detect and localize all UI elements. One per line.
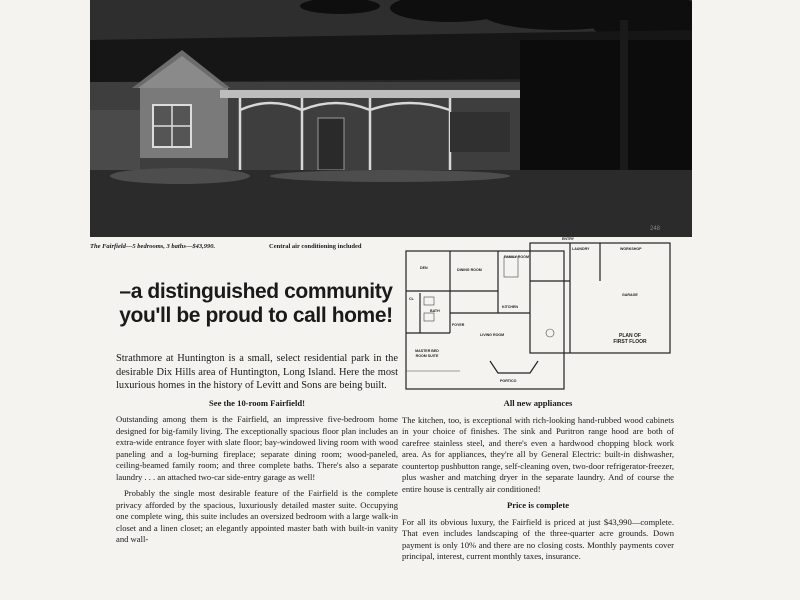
- room-entry: ENTRY: [562, 237, 575, 241]
- floor-plan-title-line-2: FIRST FLOOR: [613, 339, 647, 345]
- floor-plan-drawing: [400, 233, 675, 397]
- floor-plan-title: [600, 333, 660, 345]
- section-heading-appliances: All new appliances: [503, 398, 573, 408]
- floor-plan: [400, 233, 675, 397]
- house-illustration: [90, 0, 692, 237]
- photo-corner-mark: 248: [650, 226, 661, 232]
- photo-caption: The Fairfield—5 bedrooms, 3 baths—$43,990.: [90, 243, 216, 250]
- photo-caption-note: Central air conditioning included: [269, 243, 362, 250]
- room-garage: GARAGE: [622, 293, 638, 297]
- room-workshop: WORKSHOP: [620, 247, 642, 251]
- left-column: [116, 352, 398, 551]
- master-suite-paragraph: Probably the single most desirable feature of the Fairfield is the complete privacy afforded by the spacious, luxuriously detailed master suite. Occupying one complete wing, this suite includes an oversized bedroom with a large walk-in closet and a linen closet; an elegantly appointed master bath with built-in vanity and wall-: [116, 488, 398, 545]
- headline-line-1: –a distinguished community: [119, 280, 393, 303]
- headline: [116, 280, 396, 328]
- house-photo: [90, 0, 692, 237]
- room-living: LIVING ROOM: [480, 333, 505, 337]
- price-paragraph: For all its obvious luxury, the Fairfield is priced at just $43,990—complete. That even includes landscaping of the three-quarter acre grounds. Down payment is only 10% and there are no closing costs. Monthly payments cover principal, interest, current monthly taxes, insurance.: [402, 516, 674, 561]
- appliances-paragraph: The kitchen, too, is exceptional with rich-looking hand-rubbed wood cabinets in your choice of finishes. The sink and Puritron range hood are both of carefree stainless steel, and there's even a hardwood chopping block work area. As for appliances, they're all by General Electric: built-in dishwasher, countertop pushbutton range, self-cleaning oven, two-door refrigerator-freezer, plus washer and matching dryer in the separate laundry. And of course the entire house is centrally air conditioned!: [402, 414, 674, 494]
- room-closet: CL: [409, 297, 414, 301]
- room-dining: DINING ROOM: [457, 268, 482, 272]
- intro-paragraph: Strathmore at Huntington is a small, select residential park in the desirable Dix Hills area of Huntington, Long Island. Here the most luxurious homes in the history of Levitt and Sons are being built.: [116, 353, 398, 392]
- headline-line-2: you'll be proud to call home!: [119, 304, 393, 327]
- right-column: [402, 398, 674, 568]
- section-heading-fairfield: See the 10-room Fairfield!: [208, 397, 306, 408]
- room-bath: BATH: [430, 309, 440, 313]
- room-master: MASTER BED ROOM SUITE: [415, 349, 439, 358]
- fairfield-paragraph: Outstanding among them is the Fairfield, an impressive five-bedroom home designed for big-family living. The exceptionally spacious floor plan includes an extra-wide entrance foyer with slate floor; bay-windowed living room with wood paneling and a log-burning fireplace; separate dining room; wood-paneled, ceiling-beamed family room; and three complete baths. There's also a separate laundry . . . an attached two-car side-entry garage as well!: [116, 414, 398, 482]
- room-foyer: FOYER: [452, 323, 465, 327]
- room-family: FAMILY ROOM: [504, 255, 529, 259]
- room-portico: PORTICO: [500, 379, 517, 383]
- room-den: DEN: [420, 266, 428, 270]
- room-kitchen: KITCHEN: [502, 305, 518, 309]
- section-heading-price: Price is complete: [506, 500, 570, 510]
- floor-plan-title-line-1: PLAN OF: [619, 333, 641, 339]
- room-laundry: LAUNDRY: [572, 247, 590, 251]
